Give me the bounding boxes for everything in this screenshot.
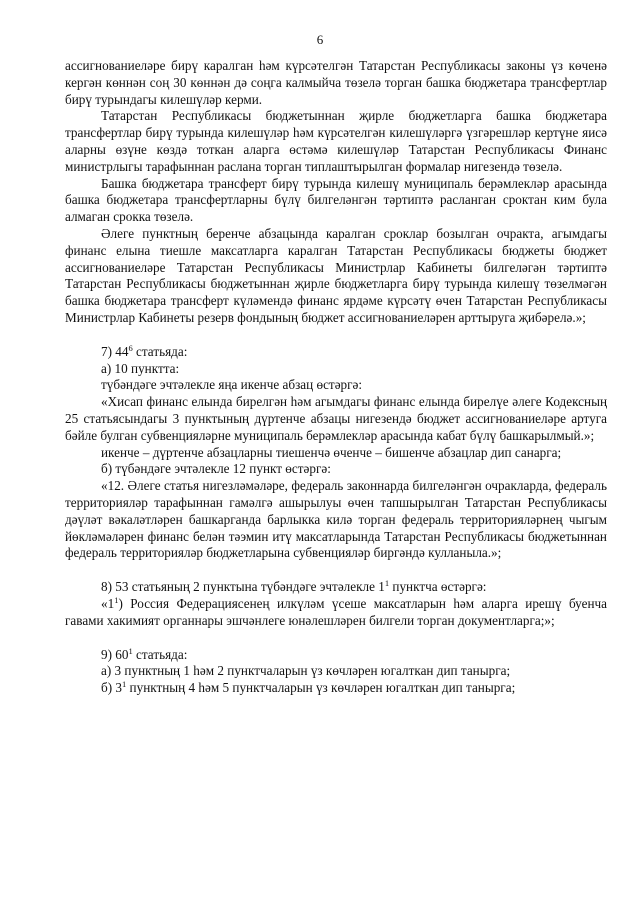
paragraph: Башка бюджетара трансферт бирү турында килешү муниципаль берәмлекләр арасында башка бюджетара трансфертларны бүлү билгеләнгән тәртиптә расланган сроктан ким була алмаган срокка төзелә. (65, 175, 607, 225)
paragraph-text: ) Россия Федерациясенең илкүләм үсеше максатларын һәм аларга ирешү буенча гавами хакимият органнары эшчәнлеге юнәлешләрен билгели торган документларга;»; (65, 595, 607, 628)
paragraph-text: «1 (101, 595, 115, 611)
superscript: 1 (128, 645, 133, 656)
paragraph: а) 10 пунктта: (101, 360, 180, 376)
paragraph (65, 579, 607, 596)
paragraph: «Хисап финанс елында бирелгән һәм агымдагы финанс елында бирелүе әлеге Кодексның 25 статьясындагы 3 пунктының дүртенче абзацы нигезендә бюджет ассигнованиеләре артуга бәйле булган субвенцияләрне муниципаль берәмлекләр арасында кабат бүлү башкарылмый.»; (65, 394, 607, 443)
paragraph: б) түбәндәге эчтәлекле 12 пункт өстәргә: (101, 461, 331, 477)
paragraph: «12. Әлеге статья нигезләмәләре, федераль законнарда билгеләнгән очракларда, федераль территорияләр тарафыннан гамәлгә ашырылуы өчен тапшырылган Татарстан Республикасы дәүләт вәкаләтләрен башкарганда барлыкка килә торган федераль территорияләрнең чыгым йөкләмәләрен финанс белән тәэмин итү максатларында Татарстан Республикасы бюджетыннан федераль территорияләр бюджетларына субвенцияләр биргәндә кулланыла.»; (65, 478, 607, 561)
paragraph-text: 7) 44 (101, 343, 129, 359)
paragraph: ассигнованиеләре бирү каралган һәм күрсәтелгән Татарстан Республикасы законы үз көченә кергән көннән соң 30 көннән дә соңга калмыйча төзелә торган башка бюджетара трансфертлар бирү турындагы килешүләр керми. (65, 58, 607, 107)
paragraph-gap (65, 327, 607, 344)
superscript: 1 (122, 679, 127, 690)
superscript: 1 (114, 594, 119, 605)
paragraph-gap (65, 562, 607, 579)
paragraph-text: статьяда: (132, 343, 188, 359)
page-number: 6 (316, 32, 324, 47)
paragraph-text: статьяда: (132, 646, 188, 662)
paragraph: икенче – дүртенче абзацларны тиешенчә өченче – бишенче абзацлар дип санарга; (101, 444, 562, 460)
paragraph-text: пунктның 4 һәм 5 пунктчаларын үз көчләрен югалткан дип танырга; (126, 680, 516, 696)
document-body (65, 58, 607, 697)
superscript: 6 (128, 342, 133, 353)
paragraph: түбәндәге эчтәлекле яңа икенче абзац өстәргә: (101, 377, 363, 393)
paragraph (65, 680, 607, 697)
paragraph: Әлеге пунктның беренче абзацында каралган сроклар бозылган очракта, агымдагы финанс елына тиешле максатларга каралган Татарстан Республикасы бюджеты бюджет ассигнованиеләре Татарстан Республикасы Министрлар Кабинеты билгеләгән тәртиптә Татарстан Республикасы бюджетыннан җирле бюджетларга бирү турында килешү төзелмәгән башка бюджетара трансферт күләмендә финанс ярдәме күрсәтү өчен Татарстан Республикасы Министрлар Кабинеты резерв фондының бюджет ассигнованиеләрен арттыруга җибәрелә.»; (65, 225, 607, 325)
paragraph-text: пунктча өстәргә: (389, 579, 487, 595)
paragraph: Татарстан Республикасы бюджетыннан җирле бюджетларга башка бюджетара трансфертлар бирү турында килешүләр һәм күрсәтелгән килешүләргә үзгәрешләр кертүне яисә аларны өзүне көздә тоткан аларга өстәмә килешүләр Татарстан Республикасы Финанс министрлыгы тарафыннан раслана торган типлаштырылган формалар нигезендә төзелә. (65, 108, 607, 174)
paragraph (65, 344, 607, 361)
paragraph (65, 647, 607, 664)
paragraph-gap (65, 630, 607, 647)
paragraph-text: 8) 53 статьяның 2 пунктына түбәндәге эчтәлекле 1 (101, 579, 385, 595)
paragraph (65, 596, 607, 630)
paragraph: а) 3 пунктның 1 һәм 2 пунктчаларын үз көчләрен югалткан дип танырга; (101, 663, 511, 679)
superscript: 1 (384, 578, 390, 589)
paragraph-text: б) 3 (101, 680, 122, 696)
paragraph-text: 9) 60 (101, 646, 129, 662)
